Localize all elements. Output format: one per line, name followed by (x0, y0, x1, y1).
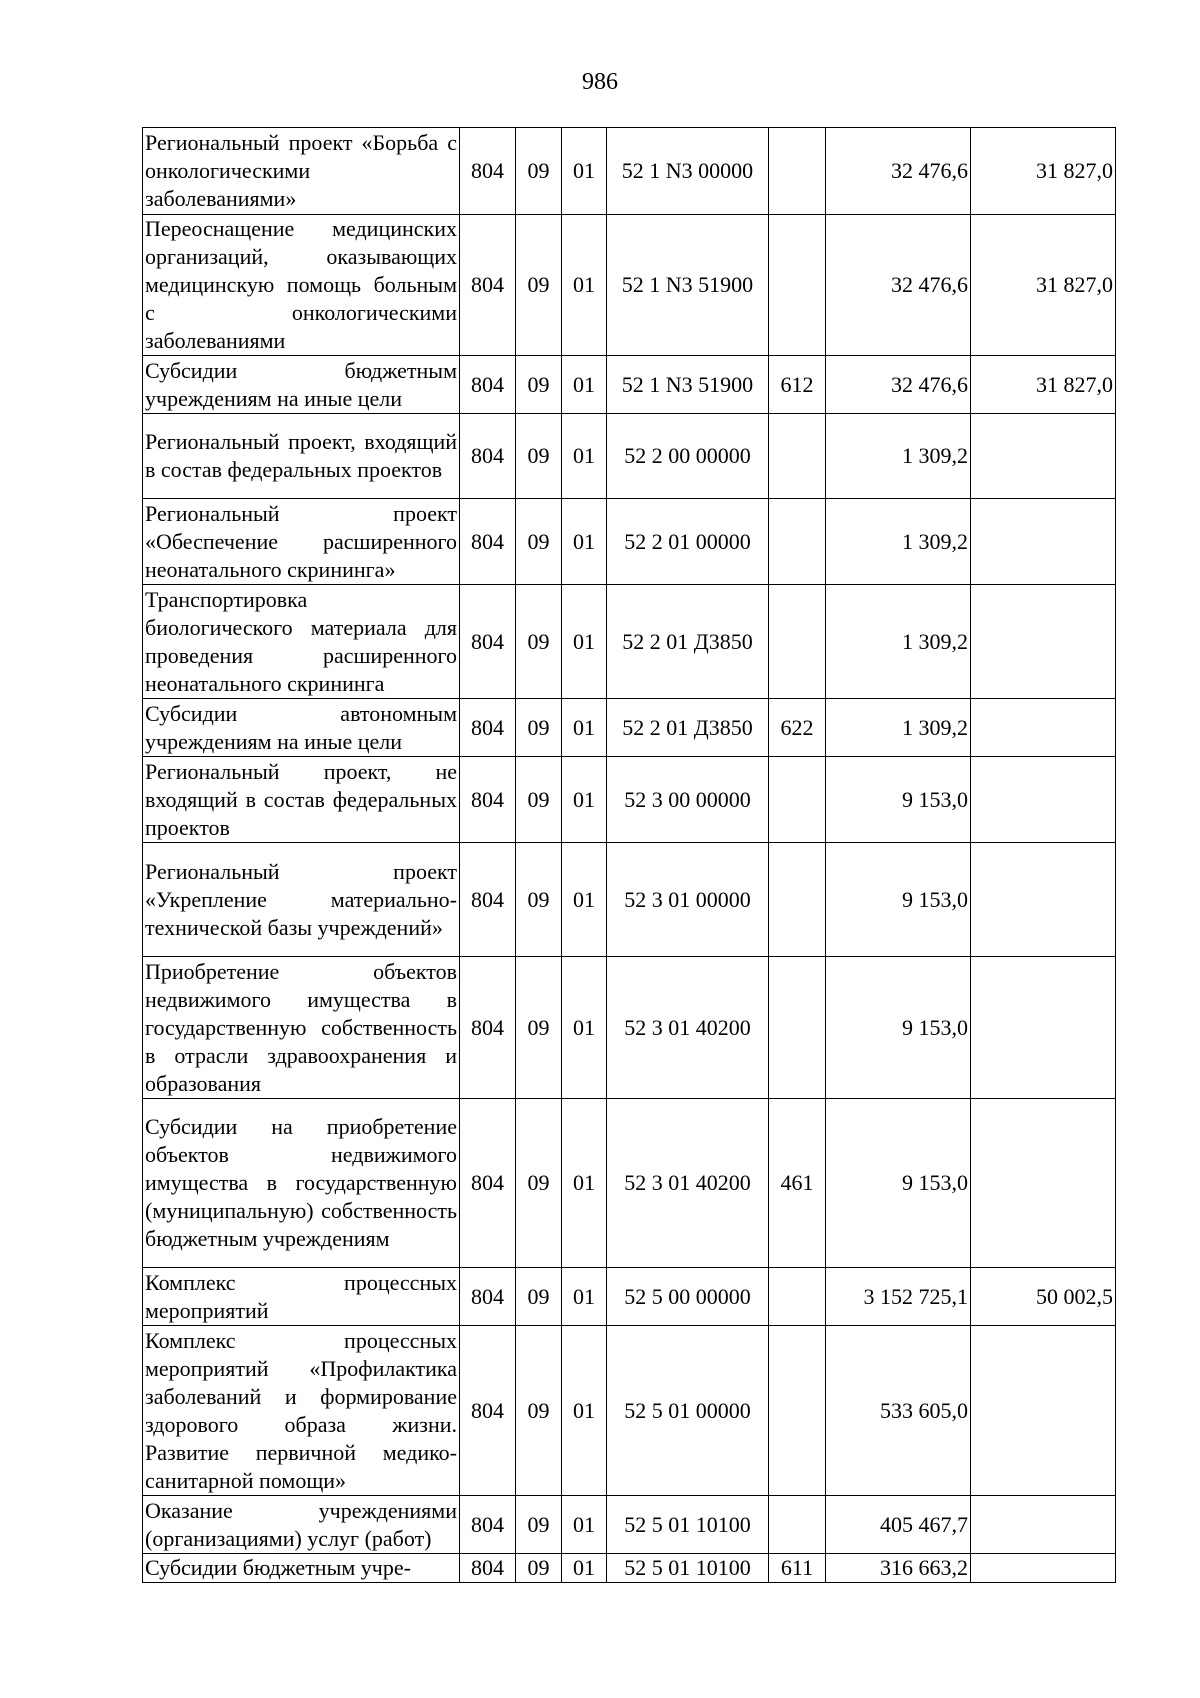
row-amount-2 (971, 499, 1116, 585)
row-amount-1: 1 309,2 (826, 499, 971, 585)
row-expense-type-code (769, 1268, 826, 1326)
row-amount-1: 3 152 725,1 (826, 1268, 971, 1326)
row-amount-1: 32 476,6 (826, 215, 971, 356)
row-ministry-code: 804 (460, 757, 516, 843)
row-section-code: 09 (516, 757, 562, 843)
row-subsection-code: 01 (562, 1326, 607, 1496)
row-subsection-code: 01 (562, 585, 607, 699)
row-amount-1: 9 153,0 (826, 1099, 971, 1268)
row-amount-1: 316 663,2 (826, 1554, 971, 1583)
row-ministry-code: 804 (460, 1554, 516, 1583)
row-subsection-code: 01 (562, 1099, 607, 1268)
table-row (143, 356, 1116, 414)
row-name: Переоснащение медицинских организаций, оказывающих медицинскую помощь больным с онкологическими заболеваниями (143, 215, 460, 356)
row-amount-2 (971, 585, 1116, 699)
row-expense-type-code (769, 1496, 826, 1554)
row-section-code: 09 (516, 215, 562, 356)
row-section-code: 09 (516, 499, 562, 585)
table-row (143, 1326, 1116, 1496)
row-section-code: 09 (516, 1099, 562, 1268)
row-target-article-code: 52 2 01 00000 (607, 499, 769, 585)
row-name: Субсидии бюджетным учреждениям на иные цели (143, 356, 460, 414)
table-row (143, 757, 1116, 843)
row-ministry-code: 804 (460, 414, 516, 499)
row-subsection-code: 01 (562, 699, 607, 757)
row-expense-type-code (769, 215, 826, 356)
row-ministry-code: 804 (460, 1496, 516, 1554)
row-amount-1: 32 476,6 (826, 128, 971, 215)
row-amount-2 (971, 414, 1116, 499)
row-expense-type-code: 612 (769, 356, 826, 414)
row-name: Субсидии на приобретение объектов недвижимого имущества в государственную (муниципальную) собственность бюджетным учреждениям (143, 1099, 460, 1268)
row-subsection-code: 01 (562, 843, 607, 957)
row-amount-2: 31 827,0 (971, 128, 1116, 215)
row-target-article-code: 52 2 00 00000 (607, 414, 769, 499)
row-amount-2 (971, 699, 1116, 757)
row-expense-type-code: 622 (769, 699, 826, 757)
row-target-article-code: 52 2 01 Д3850 (607, 585, 769, 699)
row-section-code: 09 (516, 1268, 562, 1326)
row-subsection-code: 01 (562, 957, 607, 1099)
budget-table (142, 127, 1116, 1583)
row-subsection-code: 01 (562, 356, 607, 414)
row-name: Комплекс процессных мероприятий (143, 1268, 460, 1326)
row-section-code: 09 (516, 356, 562, 414)
row-section-code: 09 (516, 414, 562, 499)
row-name: Приобретение объектов недвижимого имущества в государственную собственность в отрасли здравоохранения и образования (143, 957, 460, 1099)
table-row (143, 414, 1116, 499)
table-row (143, 1099, 1116, 1268)
table-row (143, 957, 1116, 1099)
row-target-article-code: 52 5 01 10100 (607, 1554, 769, 1583)
row-amount-2 (971, 957, 1116, 1099)
row-target-article-code: 52 3 01 00000 (607, 843, 769, 957)
row-subsection-code: 01 (562, 1554, 607, 1583)
row-name: Региональный проект «Обеспечение расширенного неонатального скрининга» (143, 499, 460, 585)
row-amount-1: 1 309,2 (826, 699, 971, 757)
row-target-article-code: 52 1 N3 51900 (607, 356, 769, 414)
row-subsection-code: 01 (562, 414, 607, 499)
row-section-code: 09 (516, 585, 562, 699)
row-ministry-code: 804 (460, 128, 516, 215)
row-amount-2 (971, 1099, 1116, 1268)
row-expense-type-code (769, 414, 826, 499)
table-row (143, 843, 1116, 957)
row-subsection-code: 01 (562, 215, 607, 356)
row-expense-type-code (769, 757, 826, 843)
row-section-code: 09 (516, 1496, 562, 1554)
row-ministry-code: 804 (460, 1326, 516, 1496)
row-target-article-code: 52 5 01 00000 (607, 1326, 769, 1496)
row-amount-2 (971, 843, 1116, 957)
row-amount-1: 1 309,2 (826, 585, 971, 699)
page-number: 986 (582, 69, 618, 95)
row-ministry-code: 804 (460, 1099, 516, 1268)
table-row (143, 128, 1116, 215)
row-section-code: 09 (516, 843, 562, 957)
table-row (143, 585, 1116, 699)
row-name: Региональный проект «Укрепление материально-технической базы учреждений» (143, 843, 460, 957)
row-ministry-code: 804 (460, 699, 516, 757)
row-ministry-code: 804 (460, 843, 516, 957)
table-row (143, 1496, 1116, 1554)
row-name: Транспортировка биологического материала для проведения расширенного неонатального скрининга (143, 585, 460, 699)
row-expense-type-code (769, 128, 826, 215)
table-body (143, 128, 1116, 1583)
table-row (143, 699, 1116, 757)
row-amount-2 (971, 1496, 1116, 1554)
row-name: Региональный проект «Борьба с онкологическими заболеваниями» (143, 128, 460, 215)
row-name: Региональный проект, не входящий в состав федеральных проектов (143, 757, 460, 843)
row-target-article-code: 52 1 N3 51900 (607, 215, 769, 356)
row-amount-1: 533 605,0 (826, 1326, 971, 1496)
row-ministry-code: 804 (460, 957, 516, 1099)
row-amount-1: 9 153,0 (826, 757, 971, 843)
row-amount-2 (971, 1326, 1116, 1496)
row-section-code: 09 (516, 128, 562, 215)
row-amount-1: 32 476,6 (826, 356, 971, 414)
row-target-article-code: 52 3 01 40200 (607, 1099, 769, 1268)
row-target-article-code: 52 3 01 40200 (607, 957, 769, 1099)
row-amount-2 (971, 757, 1116, 843)
row-target-article-code: 52 5 01 10100 (607, 1496, 769, 1554)
row-name: Субсидии бюджетным учре- (143, 1554, 460, 1583)
row-ministry-code: 804 (460, 585, 516, 699)
row-target-article-code: 52 5 00 00000 (607, 1268, 769, 1326)
row-ministry-code: 804 (460, 499, 516, 585)
row-name: Комплекс процессных мероприятий «Профилактика заболеваний и формирование здорового образа жизни. Развитие первичной медико-санитарной помощи» (143, 1326, 460, 1496)
row-expense-type-code (769, 957, 826, 1099)
row-amount-2: 50 002,5 (971, 1268, 1116, 1326)
row-name: Оказание учреждениями (организациями) услуг (работ) (143, 1496, 460, 1554)
row-target-article-code: 52 3 00 00000 (607, 757, 769, 843)
row-ministry-code: 804 (460, 356, 516, 414)
row-amount-1: 9 153,0 (826, 843, 971, 957)
table-row (143, 499, 1116, 585)
row-name: Региональный проект, входящий в состав федеральных проектов (143, 414, 460, 499)
row-amount-2: 31 827,0 (971, 356, 1116, 414)
table-row (143, 1554, 1116, 1583)
row-target-article-code: 52 1 N3 00000 (607, 128, 769, 215)
row-subsection-code: 01 (562, 499, 607, 585)
row-amount-1: 9 153,0 (826, 957, 971, 1099)
row-section-code: 09 (516, 957, 562, 1099)
row-section-code: 09 (516, 1554, 562, 1583)
row-ministry-code: 804 (460, 215, 516, 356)
row-amount-1: 1 309,2 (826, 414, 971, 499)
row-section-code: 09 (516, 1326, 562, 1496)
row-target-article-code: 52 2 01 Д3850 (607, 699, 769, 757)
row-subsection-code: 01 (562, 757, 607, 843)
row-amount-1: 405 467,7 (826, 1496, 971, 1554)
row-expense-type-code: 461 (769, 1099, 826, 1268)
row-name: Субсидии автономным учреждениям на иные цели (143, 699, 460, 757)
row-amount-2 (971, 1554, 1116, 1583)
row-expense-type-code: 611 (769, 1554, 826, 1583)
row-expense-type-code (769, 1326, 826, 1496)
row-amount-2: 31 827,0 (971, 215, 1116, 356)
row-subsection-code: 01 (562, 1268, 607, 1326)
row-expense-type-code (769, 499, 826, 585)
row-section-code: 09 (516, 699, 562, 757)
row-expense-type-code (769, 843, 826, 957)
table-row (143, 1268, 1116, 1326)
table-row (143, 215, 1116, 356)
row-expense-type-code (769, 585, 826, 699)
row-subsection-code: 01 (562, 1496, 607, 1554)
row-ministry-code: 804 (460, 1268, 516, 1326)
row-subsection-code: 01 (562, 128, 607, 215)
